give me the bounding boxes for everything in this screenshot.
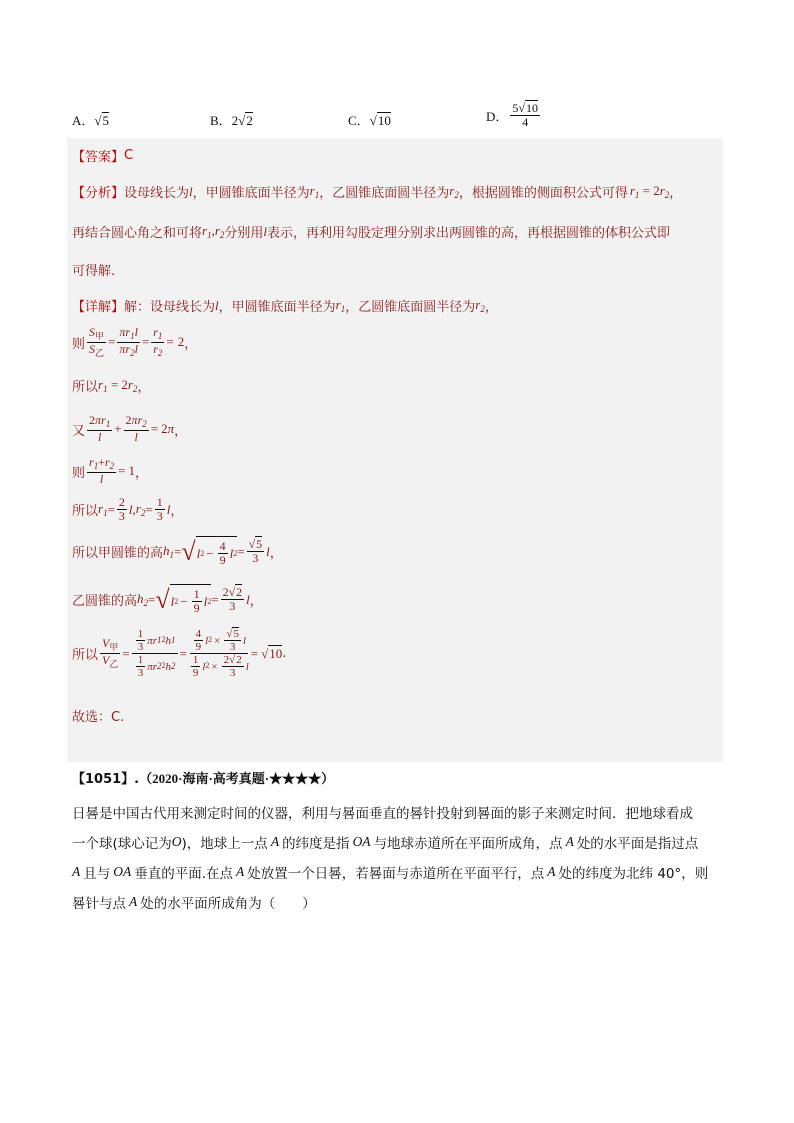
choice-a-label: A． bbox=[72, 113, 95, 128]
choice-c-label: C． bbox=[348, 113, 370, 128]
s-ratio: $\frac{S_甲}{S_乙}$ bbox=[89, 325, 105, 358]
detail-intro: 【详解】 解：设母线长为 l ，甲圆锥底面半径为 $r_1$ ，乙圆锥底面圆半径为 $r_2$ ， bbox=[72, 297, 498, 315]
choice-a: A．√5 bbox=[72, 113, 110, 128]
detail-step-2: 所以 $r_1 = 2r_2$ ， bbox=[72, 377, 151, 395]
analysis-tag: 【分析】 bbox=[72, 186, 125, 201]
choice-c-value: 10 bbox=[377, 113, 391, 128]
choice-d-label: D． bbox=[486, 109, 509, 125]
problem-line-2: 一个球(球心记为 O )，地球上一点 A 的纬度是指 OA 与地球赤道所在平面所成角，点 A 处的水平面是指过点 bbox=[72, 834, 699, 852]
analysis-line-2: 再结合圆心角之和可将 $r_1,r_2$ 分别用 l 表示，再利用勾股定理分别求出两圆锥的高，再根据圆锥的体积公式即 bbox=[72, 223, 671, 241]
choices-row bbox=[72, 101, 632, 130]
analysis-line-1: 【分析】 设母线长为 l ，甲圆锥底面半径为 $r_1$ ，乙圆锥底面圆半径为 $r_2$ ，根据圆锥的侧面积公式可得 $r_1 = 2r_2$ ， bbox=[72, 183, 683, 201]
detail-step-1: 则 $\frac{S_甲}{S_乙}$ = $\frac{\pi r_1l}{\pi r_2l}$ = $\frac{r_1}{r_2}$ = 2 ， bbox=[72, 325, 198, 358]
choice-b-label: B． bbox=[210, 113, 232, 128]
next-problem-header bbox=[72, 768, 334, 787]
answer-tag: 【答案】 bbox=[72, 150, 125, 165]
detail-step-6: 所以甲圆锥的高 $h_1$ = √ l 2 − $\frac{4}{9}$ l 2 = $\frac{√5}{3}$ l ， bbox=[72, 536, 283, 568]
choice-b: B．2√2 bbox=[210, 113, 253, 128]
choice-c: C．√10 bbox=[348, 113, 391, 128]
answer-value: C bbox=[124, 148, 134, 163]
detail-step-8: 所以 $\frac{V_甲}{V_乙}$ = $\frac{1}{3}$ π r 1 2 h 1 $\frac{1}{3}$ π r 2 2 h 2 = $\frac{4}{9}$ l 2 × $\frac{√5}{3}$ l $\frac{1}{9}$ l 2 × $\frac{2√2}{3}$ l = √10 . bbox=[72, 628, 287, 680]
problem-number: 【1051】. bbox=[72, 772, 140, 787]
problem-source: （2020·海南·高考真题·★★★★） bbox=[139, 771, 335, 786]
answer-line bbox=[72, 146, 133, 165]
detail-tag: 【详解】 bbox=[72, 300, 125, 315]
choice-d bbox=[486, 102, 542, 129]
analysis-line-3: 可得解. bbox=[72, 264, 116, 279]
detail-step-3: 又 $\frac{2\pi r_1}{l}$ + $\frac{2\pi r_2}{l}$ = 2π ， bbox=[72, 413, 188, 444]
choice-b-value: 2 bbox=[246, 113, 253, 128]
choice-a-value: 5 bbox=[102, 113, 110, 128]
v-ratio: $\frac{V_甲}{V_乙}$ bbox=[102, 636, 119, 670]
problem-line-1: 日晷是中国古代用来测定时间的仪器，利用与晷面垂直的晷针投射到晷面的影子来测定时间．把地球看成 bbox=[72, 806, 693, 822]
choice-d-value: $\frac{5√10}{4}$ bbox=[512, 101, 538, 130]
problem-line-4: 晷针与点 A 处的水平面所成角为（ ） bbox=[72, 894, 316, 912]
detail-step-7: 乙圆锥的高 $h_2$ = √ l 2 − $\frac{1}{9}$ l 2 = $\frac{2√2}{3}$ l ， bbox=[72, 584, 263, 616]
detail-conclusion: 故选：C. bbox=[72, 710, 125, 725]
detail-step-4: 则 $\frac{r_1+r_2}{l}$ = 1 ， bbox=[72, 455, 148, 486]
detail-step-5: 所以 $r_1$ = $\frac{2}{3}$ l , $r_2$ = $\frac{1}{3}$ l ， bbox=[72, 495, 184, 524]
problem-line-3: A 且与 OA 垂直的平面.在点 A 处放置一个日晷，若晷面与赤道所在平面平行，点 A 处的纬度为北纬 40°，则 bbox=[72, 864, 709, 882]
